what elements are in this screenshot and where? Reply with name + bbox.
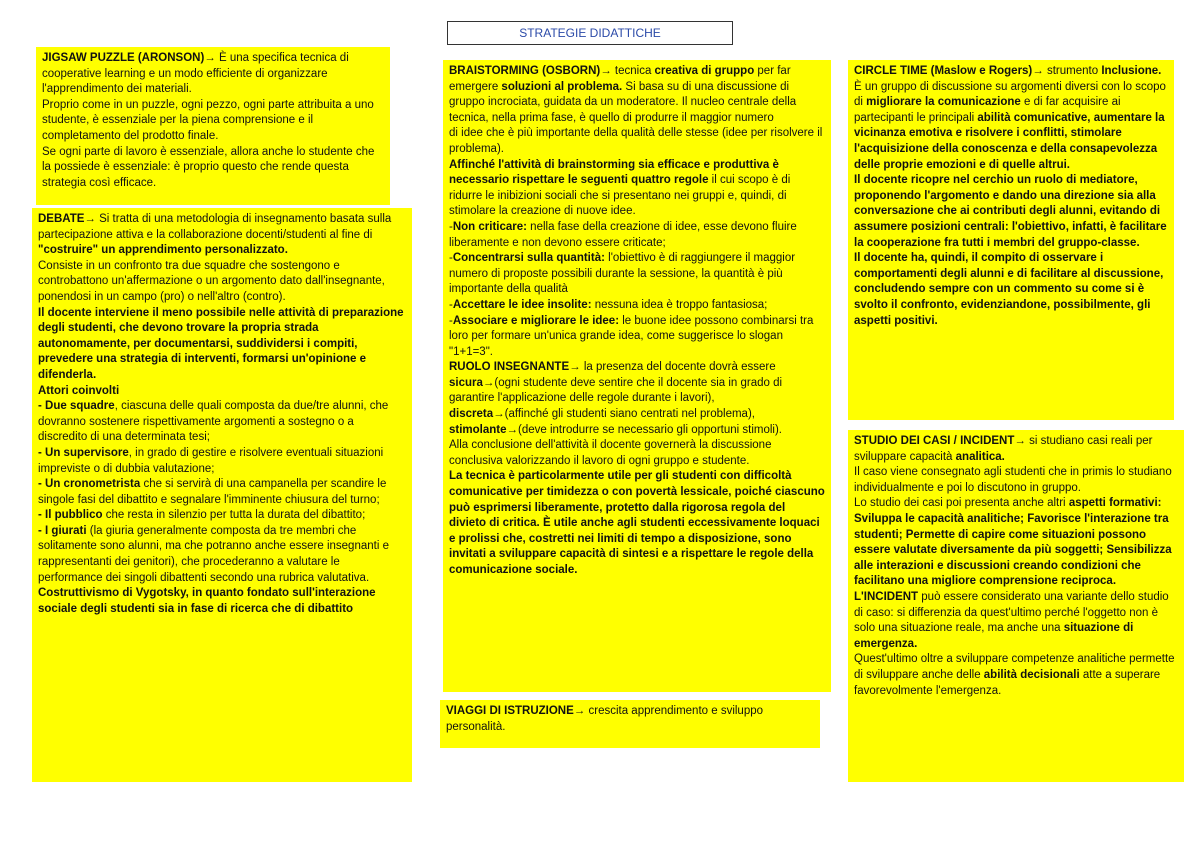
brain-paragraph: [449, 423, 825, 439]
brain-paragraph: [449, 407, 825, 423]
viaggi-paragraph: [446, 704, 814, 735]
brain-paragraph: [449, 126, 825, 157]
debate-text-run: - Il pubblico: [38, 509, 103, 522]
circle-paragraph: [854, 251, 1168, 329]
brain-text-run: discreta→: [449, 408, 505, 421]
brain-text-run: nessuna idea è troppo fantasiosa;: [591, 298, 768, 311]
circle-text-run: strumento: [1043, 65, 1102, 77]
brain-paragraph: [449, 438, 825, 469]
studio-paragraph: [854, 590, 1178, 652]
debate-text-run: Il docente interviene il meno possibile nelle attività di preparazione degli studenti, che devono trovare la propria strada autonomamente, per documentarsi, suddividersi i compiti, prevedere una strategia di interventi, formarsi un'opinione e difenderla.: [38, 306, 404, 381]
studio-paragraph: [854, 434, 1178, 465]
studio-text-run: atte a superare favorevolmente l'emergenza.: [854, 668, 1161, 697]
debate-text-run: - Un supervisore: [38, 446, 129, 459]
debate-paragraph: [38, 477, 406, 508]
brain-text-run: l'obiettivo è di raggiungere il maggior numero di proposte possibili durante la sessione, la quantità è più importante della qualità: [449, 252, 796, 296]
studio-text-run: Quest'ultimo oltre a sviluppare competenze analitiche permette di sviluppare anche delle: [854, 653, 1175, 681]
studio-paragraph: [854, 652, 1178, 699]
jigsaw-puzzle-box: [36, 47, 390, 205]
studio-casi-box: [848, 430, 1184, 782]
brain-text-run: soluzioni al problema.: [501, 80, 623, 93]
circle-text-run: CIRCLE TIME (Maslow e Rogers)→: [854, 65, 1044, 77]
brain-text-run: sicura→: [449, 376, 495, 389]
debate-paragraph: [38, 399, 406, 446]
studio-text-run: L'INCIDENT: [854, 590, 919, 603]
circle-text-run: È un gruppo di discussione su argomenti diversi con lo scopo di: [854, 80, 1166, 109]
circle-time-box: [848, 60, 1174, 420]
brain-paragraph: [449, 158, 825, 220]
brain-text-run: Affinché l'attività di brainstorming sia efficace e produttiva è necessario rispettare le seguenti quattro regole: [449, 158, 779, 187]
studio-text-run: Sviluppa le capacità analitiche; Favorisce l'interazione tra studenti; Permette di capire come situazioni possono essere valutate diversamente da più soggetti; Sensibilizza alle interazioni e discussioni creando condizioni che facilitano una migliore comprensione reciproca.: [854, 512, 1172, 588]
viaggi-text-run: crescita apprendimento e sviluppo personalità.: [446, 705, 764, 733]
circle-text-run: e di far acquisire ai partecipanti le principali: [854, 96, 1121, 124]
debate-paragraph: [38, 446, 406, 477]
debate-paragraph: [38, 212, 406, 259]
jigsaw-paragraph: [42, 51, 384, 98]
studio-paragraph: [854, 496, 1178, 512]
brainstorming-box: [443, 60, 831, 692]
circle-text-run: migliorare la comunicazione: [866, 96, 1021, 109]
brain-text-run: Associare e migliorare le idee:: [452, 314, 620, 327]
brain-text-run: stimolante→: [449, 423, 519, 436]
brain-text-run: Concentrarsi sulla quantità:: [452, 252, 605, 265]
circle-text-run: Il docente ha, quindi, il compito di osservare i comportamenti degli alunni e di facilitare al discussione, concludendo sempre con un commento su come si è svolto il confronto, evidenziandone, possibilmente, gli aspetti positivi.: [854, 252, 1164, 327]
brain-text-run: (deve introdurre se necessario gli opportuni stimoli).: [518, 423, 782, 436]
debate-text-run: Costruttivismo di Vygotsky, in quanto fondato sull'interazione sociale degli studenti sia in fase di ricerca che di dibattito: [38, 587, 376, 615]
studio-text-run: situazione di emergenza.: [854, 622, 1134, 650]
brain-text-run: -: [449, 314, 453, 327]
circle-paragraph: [854, 64, 1168, 80]
debate-text-run: "costruire" un apprendimento personalizzato.: [38, 244, 288, 257]
jigsaw-paragraph: [42, 98, 384, 145]
brain-text-run: le buone idee possono combinarsi tra loro per formare un'unica grande idea, come suggerisce lo slogan "1+1=3".: [449, 314, 814, 358]
brain-text-run: creativa di gruppo: [654, 65, 755, 77]
brain-text-run: -: [449, 252, 453, 265]
brain-paragraph: [449, 469, 825, 578]
debate-box: [32, 208, 412, 782]
studio-text-run: analitica.: [955, 450, 1005, 463]
studio-paragraph: [854, 512, 1178, 590]
debate-text-run: Si tratta di una metodologia di insegnamento basata sulla partecipazione attiva e la collaborazione docenti/studenti al fine di: [38, 213, 392, 241]
brain-paragraph: [449, 314, 825, 361]
studio-text-run: STUDIO DEI CASI / INCIDENT→: [854, 435, 1026, 447]
debate-text-run: - Due squadre: [38, 400, 115, 413]
studio-paragraph: [854, 465, 1178, 496]
brain-paragraph: [449, 360, 825, 407]
debate-text-run: Consiste in un confronto tra due squadre che sostengono e controbattono un'affermazione o un argomento dato dall'insegnante, ponendosi in un campo (pro) o nell'altro (contro).: [38, 259, 385, 303]
brain-text-run: nella fase della creazione di idee, esse devono fluire liberamente e non devono essere criticate;: [449, 220, 797, 249]
brain-text-run: di idee che è più importante della qualità delle stesse (idee per risolvere il problema).: [449, 127, 823, 155]
brain-text-run: Si basa su di una discussione di gruppo incrociata, guidata da un moderatore. Il nucleo centrale della tecnica, nella prima fase, è quello di produrre il maggior numero: [449, 80, 797, 124]
brain-text-run: (affinché gli studenti siano centrati nel problema),: [504, 408, 755, 421]
brain-text-run: la presenza del docente dovrà essere: [580, 361, 776, 374]
debate-text-run: , ciascuna delle quali composta da due/tre alunni, che dovranno sostenere rispettivamente argomenti a sostegno o a discredito di una determinata tesi;: [38, 400, 389, 444]
circle-text-run: abilità comunicative, aumentare la vicinanza emotiva e risolvere i conflitti, stimolare l'acquisizione della conoscenza e della consapevolezza delle proprie emozioni e di quelle altrui.: [854, 111, 1165, 171]
brain-text-run: Non criticare:: [452, 220, 527, 233]
page-title: STRATEGIE DIDATTICHE: [447, 21, 733, 45]
debate-paragraph: [38, 306, 406, 384]
debate-paragraph: [38, 524, 406, 586]
brain-paragraph: [449, 64, 825, 126]
brain-paragraph: [449, 251, 825, 298]
brain-text-run: il cui scopo è di ridurre le inibizioni sociali che si presentano nei gruppi e, quindi, di stimolare la creazione di nuove idee.: [449, 174, 791, 218]
brain-text-run: La tecnica è particolarmente utile per gli studenti con difficoltà comunicative per timidezza o con povertà lessicale, poiché ciascuno può esprimersi liberamente, protetto dalla rigorosa regola del divieto di critica. È utile anche agli studenti eccessivamente loquaci e prolissi che, costretti nei limiti di tempo a disposizione, sono invitati a sviluppare capacità di sintesi e a rispettare le regole della comunicazione sociale.: [449, 470, 825, 576]
brain-text-run: BRAISTORMING (OSBORN)→: [449, 65, 612, 77]
circle-paragraph: [854, 80, 1168, 174]
brain-text-run: (ogni studente deve sentire che il docente sia in grado di garantire l'applicazione delle regole durante i lavori),: [449, 376, 783, 405]
brain-text-run: Alla conclusione dell'attività il docente governerà la discussione conclusiva valorizzando il lavoro di ogni gruppo e studente.: [449, 439, 772, 467]
brain-text-run: -: [449, 298, 453, 311]
jigsaw-text-run: È una specifica tecnica di cooperative learning e un modo efficiente di organizzare l'apprendimento dei materiali.: [42, 52, 349, 96]
debate-text-run: (la giuria generalmente composta da tre membri che solitamente sono alunni, ma che potranno anche essere insegnanti e rappresentanti dei genitori), che procederanno a valutare le performance dei singoli dibattenti secondo una rubrica valutativa.: [38, 524, 389, 584]
studio-text-run: Lo studio dei casi poi presenta anche altri: [854, 497, 1069, 510]
brain-text-run: -: [449, 220, 453, 233]
circle-text-run: Inclusione.: [1101, 65, 1162, 77]
brain-paragraph: [449, 220, 825, 251]
circle-paragraph: [854, 173, 1168, 251]
jigsaw-paragraph: [42, 145, 384, 192]
jigsaw-text-run: JIGSAW PUZZLE (ARONSON)→: [42, 52, 216, 64]
debate-text-run: - Un cronometrista: [38, 478, 141, 491]
brain-text-run: RUOLO INSEGNANTE→: [449, 361, 581, 374]
debate-paragraph: [38, 259, 406, 306]
jigsaw-text-run: Proprio come in un puzzle, ogni pezzo, ogni parte attribuita a uno studente, è essenziale per la piena comprensione e il completamento del prodotto finale.: [42, 98, 374, 142]
debate-text-run: che resta in silenzio per tutta la durata del dibattito;: [102, 509, 366, 522]
brain-text-run: Accettare le idee insolite:: [452, 298, 592, 311]
debate-text-run: Attori coinvolti: [38, 384, 120, 397]
studio-text-run: abilità decisionali: [983, 668, 1080, 681]
debate-paragraph: [38, 586, 406, 617]
debate-paragraph: [38, 508, 406, 524]
studio-text-run: si studiano casi reali per sviluppare capacità: [854, 435, 1153, 463]
debate-text-run: , in grado di gestire e risolvere eventuali situazioni impreviste o di dubbia valutazione;: [38, 446, 384, 475]
studio-text-run: può essere considerato una variante dello studio di caso: si differenzia da quest'ultimo perché l'oggetto non è solo una situazione reale, ma anche una: [854, 590, 1169, 635]
debate-text-run: che si servirà di una campanella per scandire le singole fasi del dibattito e segnalare l'imminente chiusura del turno;: [38, 478, 387, 506]
jigsaw-text-run: Se ogni parte di lavoro è essenziale, allora anche lo studente che la possiede è essenziale: è proprio questo che rende questa strategia così efficace.: [42, 145, 375, 189]
brain-text-run: tecnica: [611, 65, 655, 77]
viaggi-text-run: VIAGGI DI ISTRUZIONE→: [446, 705, 586, 717]
brain-paragraph: [449, 298, 825, 314]
debate-text-run: - I giurati: [38, 524, 87, 537]
viaggi-istruzione-box: [440, 700, 820, 748]
studio-text-run: Il caso viene consegnato agli studenti che in primis lo studiano individualmente e poi lo discutono in gruppo.: [854, 466, 1172, 494]
circle-text-run: Il docente ricopre nel cerchio un ruolo di mediatore, proponendo l'argomento e dando una direzione sia alla conversazione che ai contributi degli alunni, evitando di assumere posizioni centrali: l'obiettivo, infatti, è facilitare la cooperazione fra tutti i membri del gruppo-classe.: [854, 174, 1167, 249]
studio-text-run: aspetti formativi:: [1068, 497, 1162, 510]
brain-text-run: per far emergere: [449, 65, 791, 93]
debate-text-run: DEBATE→: [38, 213, 96, 225]
debate-paragraph: [38, 384, 406, 400]
